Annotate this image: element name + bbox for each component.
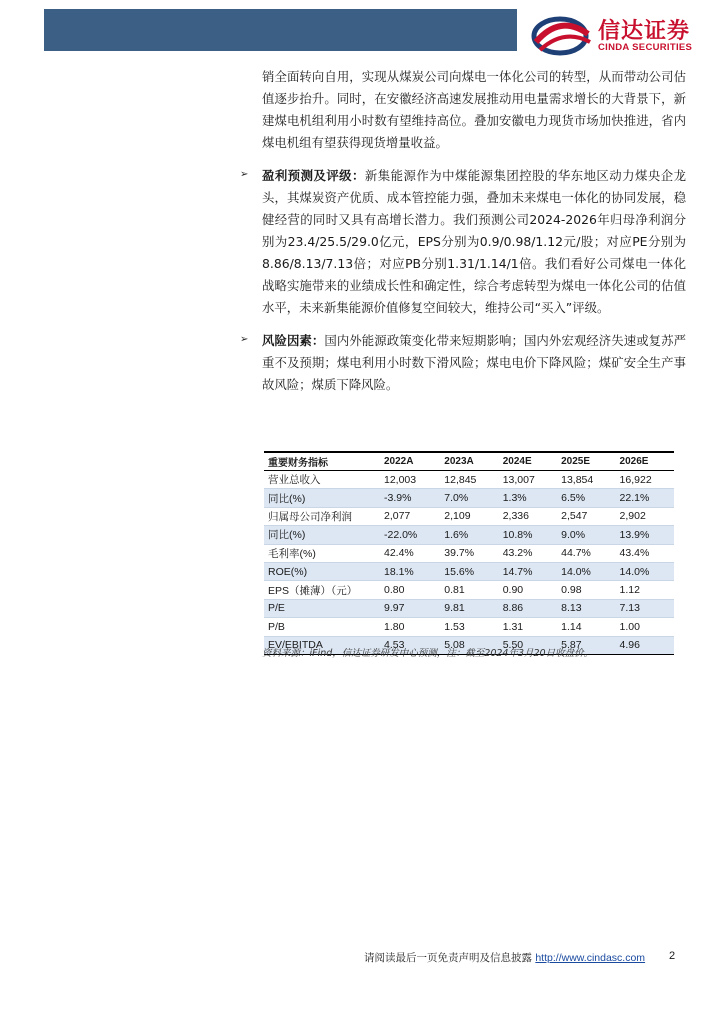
value-cell: 2,336 xyxy=(499,507,557,525)
value-cell: 7.0% xyxy=(440,489,498,507)
value-cell: 2,077 xyxy=(380,507,440,525)
row-label-cell: ROE(%) xyxy=(264,562,380,580)
table-row xyxy=(264,562,674,580)
table-header-cell: 2024E xyxy=(499,452,557,471)
value-cell: 0.90 xyxy=(499,581,557,599)
value-cell: 44.7% xyxy=(557,544,615,562)
value-cell: -22.0% xyxy=(380,526,440,544)
value-cell: 12,003 xyxy=(380,471,440,489)
intro-paragraph: 销全面转向自用，实现从煤炭公司向煤电一体化公司的转型，从而带动公司估值逐步抬升。同时，在安徽经济高速发展推动用电量需求增长的大背景下，新建煤电机组利用小时数有望维持高位。叠加安徽电力现货市场加快推进，省内煤电机组有望获得现货增量收益。 xyxy=(262,69,686,150)
value-cell: 1.12 xyxy=(616,581,674,599)
value-cell: 4.53 xyxy=(380,636,440,654)
value-cell: 9.0% xyxy=(557,526,615,544)
value-cell: 6.5% xyxy=(557,489,615,507)
value-cell: 1.31 xyxy=(499,618,557,636)
table-row xyxy=(264,544,674,562)
value-cell: 2,547 xyxy=(557,507,615,525)
company-logo xyxy=(530,12,710,56)
value-cell: 7.13 xyxy=(616,599,674,617)
bullet-arrow-icon: ➢ xyxy=(240,334,249,345)
page-footer xyxy=(364,950,645,965)
header-bar xyxy=(44,9,517,51)
report-body xyxy=(240,66,687,396)
logo-chinese-name: 信达证券 xyxy=(598,19,691,44)
value-cell: 22.1% xyxy=(616,489,674,507)
page-number: 2 xyxy=(669,950,676,962)
table-row xyxy=(264,507,674,525)
value-cell: 5.50 xyxy=(499,636,557,654)
row-label-cell: P/B xyxy=(264,618,380,636)
value-cell: 5.08 xyxy=(440,636,498,654)
value-cell: 1.00 xyxy=(616,618,674,636)
value-cell: 9.81 xyxy=(440,599,498,617)
value-cell: 1.53 xyxy=(440,618,498,636)
value-cell: 39.7% xyxy=(440,544,498,562)
forecast-section xyxy=(240,165,687,319)
forecast-paragraph xyxy=(262,165,686,319)
disclaimer-text: 请阅读最后一页免责声明及信息披露 xyxy=(364,952,532,964)
value-cell: 5.87 xyxy=(557,636,615,654)
risk-heading: 风险因素： xyxy=(262,333,325,348)
table-row xyxy=(264,618,674,636)
table-header-cell: 2025E xyxy=(557,452,615,471)
forecast-text: 新集能源作为中煤能源集团控股的华东地区动力煤央企龙头，其煤炭资产优质、成本管控能力强，叠加未来煤电一体化的协同发展，稳健经营的同时又具有高增长潜力。我们预测公司2024-2026年归母净利润分别为23.4/25.5/29.0亿元，EPS分别为0.9/0.98/1.12元/股；对应PE分别为8.86/8.13/7.13倍；对应PB分别1.31/1.14/1倍。我们看好公司煤电一体化战略实施带来的业绩成长性和确定性，综合考虑转型为煤电一体化公司的估值水平，未来新集能源价值修复空间较大，维持公司“买入”评级。 xyxy=(262,168,687,315)
table-header-cell: 重要财务指标 xyxy=(264,452,380,471)
value-cell: 16,922 xyxy=(616,471,674,489)
value-cell: 12,845 xyxy=(440,471,498,489)
row-label-cell: EV/EBITDA xyxy=(264,636,380,654)
table-row xyxy=(264,471,674,489)
row-label-cell: 同比(%) xyxy=(264,489,380,507)
table-header-cell: 2023A xyxy=(440,452,498,471)
table-row xyxy=(264,581,674,599)
bullet-arrow-icon: ➢ xyxy=(240,169,249,180)
logo-emblem-icon xyxy=(530,12,594,56)
value-cell: 1.3% xyxy=(499,489,557,507)
value-cell: 43.4% xyxy=(616,544,674,562)
row-label-cell: 归属母公司净利润 xyxy=(264,507,380,525)
value-cell: 14.7% xyxy=(499,562,557,580)
value-cell: 10.8% xyxy=(499,526,557,544)
value-cell: 18.1% xyxy=(380,562,440,580)
forecast-heading: 盈利预测及评级： xyxy=(262,168,365,183)
value-cell: 1.14 xyxy=(557,618,615,636)
value-cell: 8.13 xyxy=(557,599,615,617)
value-cell: 42.4% xyxy=(380,544,440,562)
value-cell: 15.6% xyxy=(440,562,498,580)
row-label-cell: 毛利率(%) xyxy=(264,544,380,562)
value-cell: 13.9% xyxy=(616,526,674,544)
risk-section xyxy=(240,330,687,396)
value-cell: 8.86 xyxy=(499,599,557,617)
value-cell: 0.80 xyxy=(380,581,440,599)
value-cell: 2,109 xyxy=(440,507,498,525)
table-row xyxy=(264,526,674,544)
risk-paragraph xyxy=(262,330,686,396)
value-cell: 0.98 xyxy=(557,581,615,599)
row-label-cell: EPS（摊薄）（元） xyxy=(264,581,380,599)
row-label-cell: 同比(%) xyxy=(264,526,380,544)
logo-english-name: CINDA SECURITIES xyxy=(598,42,693,53)
value-cell: 43.2% xyxy=(499,544,557,562)
value-cell: 1.80 xyxy=(380,618,440,636)
table-header-cell: 2022A xyxy=(380,452,440,471)
financial-indicators-table xyxy=(264,451,674,655)
data-source-note: 资料来源：iFind，信达证券研发中心预测，注：截至2024年3月20日收盘价。 xyxy=(262,648,594,659)
value-cell: -3.9% xyxy=(380,489,440,507)
table-header-row xyxy=(264,452,674,471)
value-cell: 1.6% xyxy=(440,526,498,544)
table-header-cell: 2026E xyxy=(616,452,674,471)
table-row xyxy=(264,599,674,617)
value-cell: 14.0% xyxy=(616,562,674,580)
value-cell: 14.0% xyxy=(557,562,615,580)
value-cell: 13,007 xyxy=(499,471,557,489)
value-cell: 9.97 xyxy=(380,599,440,617)
value-cell: 4.96 xyxy=(616,636,674,654)
value-cell: 2,902 xyxy=(616,507,674,525)
value-cell: 13,854 xyxy=(557,471,615,489)
row-label-cell: P/E xyxy=(264,599,380,617)
table-row xyxy=(264,489,674,507)
table-body xyxy=(264,471,674,655)
risk-text: 国内外能源政策变化带来短期影响；国内外宏观经济失速或复苏严重不及预期；煤电利用小时数下滑风险；煤电电价下降风险；煤矿安全生产事故风险；煤质下降风险。 xyxy=(262,333,687,392)
value-cell: 0.81 xyxy=(440,581,498,599)
row-label-cell: 营业总收入 xyxy=(264,471,380,489)
website-link[interactable]: http://www.cindasc.com xyxy=(535,952,646,964)
